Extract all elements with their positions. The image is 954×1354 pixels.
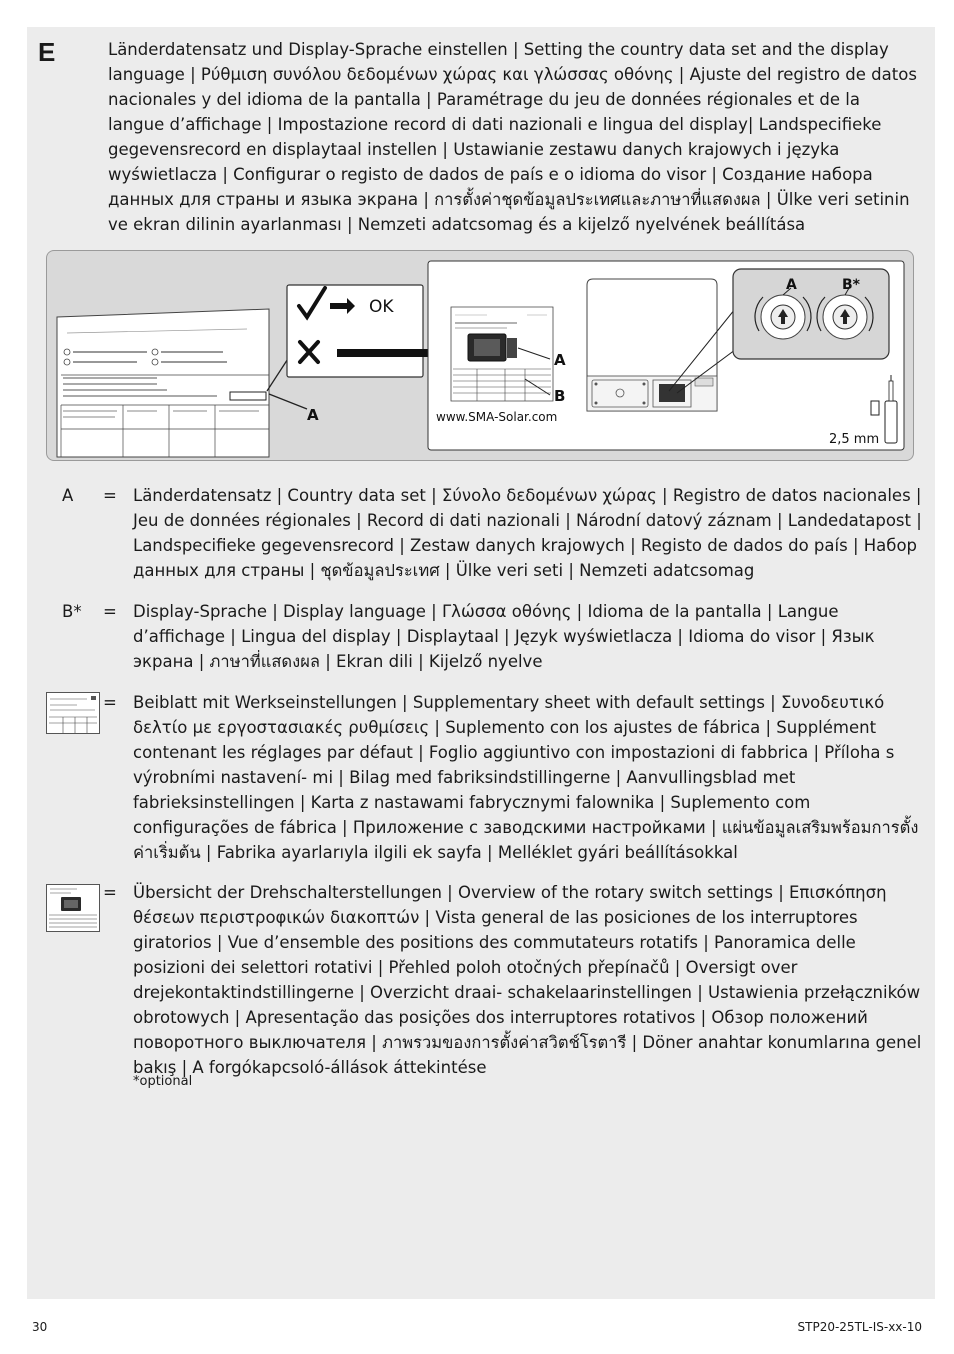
- rotary-switch-overview-icon: [46, 884, 100, 932]
- marker-b-overview: B: [554, 387, 566, 405]
- section-letter: E: [38, 37, 56, 67]
- legend-key: A: [62, 486, 74, 505]
- legend-text: Länderdatensatz | Country data set | Σύνολο δεδομένων χώρας | Registro de datos nacionales | Jeu de données régionales | Record di dati nazionali | Národní datový záznam | Landedatapost | Landspecifieke gegevensrecord | Zestaw danych krajowych | Registo de dados do país | Набор данных для страны | ชุดข้อมูลประเทศ | Ülke veri seti | Nemzeti adatcsomag: [133, 486, 922, 580]
- page-number: 30: [32, 1320, 48, 1334]
- website-label: www.SMA-Solar.com: [436, 410, 558, 424]
- legend-equals: =: [103, 693, 117, 712]
- tool-size-label: 2,5 mm: [829, 432, 880, 447]
- supplementary-sheet-drawing: [57, 309, 307, 457]
- marker-a-overview: A: [554, 351, 566, 369]
- legend-equals: =: [103, 602, 117, 621]
- document-code: STP20-25TL-IS-xx-10: [797, 1320, 922, 1334]
- legend-text: Beiblatt mit Werkseinstellungen | Supplementary sheet with default settings | Συνοδευτικό δελτίο με εργοστασιακές ρυθμίσεις | Suplemento con los ajustes de fábrica | Supplément contenant les réglages par défaut | Foglio aggiuntivo con impostazioni di fabbrica | Příloha s výrobními nastavení- mi | Bilag med fabriksindstillingerne | Aanvullingsblad met fabrieksinstellingen | Karta z nastawami fabrycznymi falownika | Suplemento com configurações de fábrica | Приложение с заводскими настройками | แผ่นข้อมูลเสริมพร้อมการตั้งค่าเริ่มต้น | Fabrika ayarlarıyla ilgili ek sayfa | Melléklet gyári beállításokkal: [133, 693, 919, 862]
- illustration-figure: [46, 250, 914, 461]
- marker-a-left: A: [307, 406, 319, 424]
- rotary-switch-zoom: [733, 269, 889, 359]
- rotary-overview-drawing: [451, 307, 553, 401]
- legend-text: Display-Sprache | Display language | Γλώσσα οθόνης | Idioma de la pantalla | Langue d’affichage | Lingua del display | Displaytaal | Język wyświetlacza | Idioma do visor | Язык экрана | ภาษาที่แสดงผล | Ekran dili | Kijelző nyelve: [133, 602, 875, 671]
- footnote: *optional: [133, 1074, 193, 1089]
- legend-equals: =: [103, 883, 117, 902]
- legend-key: B*: [62, 602, 82, 621]
- section-heading: Länderdatensatz und Display-Sprache einstellen | Setting the country data set and the display language | Ρύθμιση συνόλου δεδομένων χώρας και γλώσσας οθόνης | Ajuste del registro de datos nacionales y del idioma de la pantalla | Paramétrage du jeu de données régionales et de la langue d’affichage | Impostazione record di dati nazionali e lingua del display| Landspecifieke gegevensrecord en displaytaal instellen | Ustawianie zestawu danych krajowych i języka wyświetlacza | Configurar o registo de dados de país e o idioma do visor | Создание набора данных для страны и языка экрана | การตั้งค่าชุดข้อมูลประเทศและภาษาที่แสดงผล | Ülke veri setinin ve ekran dilinin ayarlanması | Nemzeti adatcsomag és a kijelző nyelvének beállítása: [108, 40, 917, 234]
- legend-text: Übersicht der Drehschalterstellungen | Overview of the rotary switch settings | Επισκόπηση θέσεων περιστροφικών διακοπτών | Vista general de las posiciones de los interruptores giratorios | Vue d’ensemble des positions des commutateurs rotatifs | Panoramica delle posizioni dei selettori rotativi | Přehled poloh otočných přepínačů | Oversigt over drejekontaktindstillingerne | Overzicht draai- schakelaarinstellingen | Ustawienia przełączników obrotowych | Apresentação das posições dos interruptores rotativos | Обзор положений поворотного выключателя | ภาพรวมของการตั้งค่าสวิตช์โรตารี | Döner anahtar konumlarına genel bakış | A forgókapcsoló-állások áttekintése: [133, 883, 922, 1077]
- illustration-svg: [47, 251, 914, 461]
- marker-b-star-switch: B*: [842, 277, 860, 293]
- marker-a-switch: A: [786, 277, 797, 293]
- ok-label: OK: [369, 297, 394, 317]
- legend-equals: =: [103, 486, 117, 505]
- supplementary-sheet-icon: [46, 692, 100, 734]
